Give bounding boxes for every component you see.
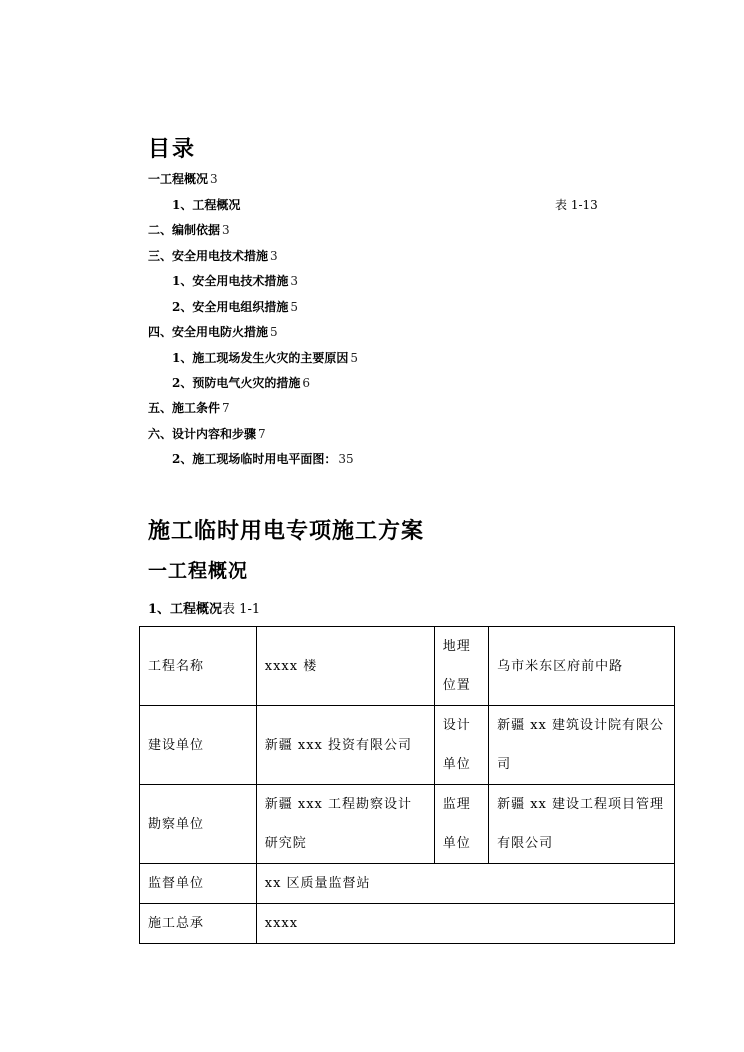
table-value: 乌市米东区府前中路 [489, 627, 675, 706]
toc-entry-label: 2、施工现场临时用电平面图： [172, 452, 337, 466]
table-caption-label: 1、工程概况 [148, 602, 223, 617]
table-caption-number: 表 1-1 [222, 602, 261, 617]
toc-entry-label: 五、施工条件 [148, 401, 221, 415]
toc-entry-page: 5 [290, 300, 298, 314]
table-key: 工程名称 [140, 627, 257, 706]
table-key: 施工总承 [140, 904, 257, 944]
toc-entry[interactable] [172, 375, 310, 391]
toc-entry-label: 1、安全用电技术措施 [172, 274, 289, 288]
toc-entry[interactable] [172, 197, 240, 213]
table-value: xxxx 楼 [256, 627, 434, 706]
table-caption [148, 598, 260, 617]
toc-entry-label: 六、设计内容和步骤 [148, 427, 257, 441]
toc-entry[interactable] [148, 248, 278, 264]
toc-entry-page: 5 [270, 325, 278, 339]
toc-entry-page: 7 [258, 427, 266, 441]
toc-entry[interactable] [148, 171, 218, 187]
toc-entry[interactable] [148, 324, 278, 340]
toc-entry-label: 1、工程概况 [172, 198, 241, 212]
document-title: 施工临时用电专项施工方案 [148, 518, 425, 544]
toc-entry-page: 3 [210, 172, 218, 186]
toc-entry-label: 2、安全用电组织措施 [172, 300, 289, 314]
table-value: 新疆 xxx 工程勘察设计研究院 [256, 785, 434, 864]
toc-entry[interactable] [148, 400, 230, 416]
table-key: 监督单位 [140, 864, 257, 904]
toc-entry-page: 3 [222, 223, 230, 237]
table-key: 建设单位 [140, 706, 257, 785]
toc-entry-label: 四、安全用电防火措施 [148, 325, 269, 339]
table-key: 监理单位 [434, 785, 488, 864]
toc-entry[interactable] [148, 222, 230, 238]
toc-entry[interactable] [148, 426, 266, 442]
toc-entry-page: 3 [270, 249, 278, 263]
table-key: 勘察单位 [140, 785, 257, 864]
toc-entry-label: 二、编制依据 [148, 223, 221, 237]
toc-entry[interactable] [172, 350, 358, 366]
toc-entry-label: 一工程概况 [148, 172, 209, 186]
toc-entry-page: 35 [338, 452, 354, 466]
toc-entry-page: 5 [350, 351, 358, 365]
toc-entry[interactable] [172, 451, 354, 467]
toc-entry-note: 表 1-13 [555, 198, 598, 212]
toc-entry-page: 7 [222, 401, 230, 415]
toc-entry-page: 3 [290, 274, 298, 288]
toc-entry-label: 1、施工现场发生火灾的主要原因 [172, 351, 349, 365]
table-row [140, 864, 675, 904]
table-row [140, 627, 675, 706]
table-key: 地理位置 [434, 627, 488, 706]
table-row [140, 706, 675, 785]
toc-title: 目录 [148, 136, 197, 162]
table-value: xx 区质量监督站 [256, 864, 674, 904]
table-value: 新疆 xx 建设工程项目管理有限公司 [489, 785, 675, 864]
toc-entry[interactable] [172, 273, 298, 289]
project-info-table [139, 626, 675, 944]
table-value: 新疆 xxx 投资有限公司 [256, 706, 434, 785]
toc-entry-label: 2、预防电气火灾的措施 [172, 376, 301, 390]
table-value: xxxx [256, 904, 674, 944]
toc-entry-label: 三、安全用电技术措施 [148, 249, 269, 263]
section-heading: 一工程概况 [148, 560, 249, 582]
toc-entry[interactable] [172, 299, 298, 315]
table-row [140, 904, 675, 944]
toc-entry-page: 6 [302, 376, 310, 390]
table-key: 设计单位 [434, 706, 488, 785]
table-row [140, 785, 675, 864]
table-value: 新疆 xx 建筑设计院有限公司 [489, 706, 675, 785]
